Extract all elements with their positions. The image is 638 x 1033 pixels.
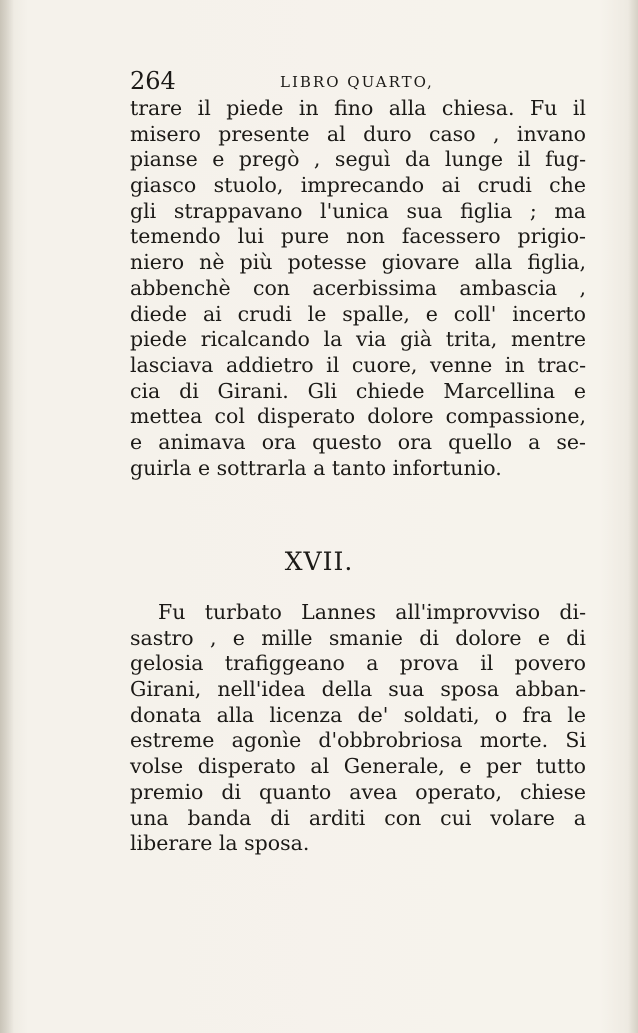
page-number: 264: [130, 67, 176, 95]
text-line: piede ricalcando la via già trita, mentre: [130, 327, 586, 352]
page-spine-shadow: [0, 0, 14, 1033]
text-line: e animava ora questo ora quello a se-: [130, 429, 586, 454]
text-line: sastro , e mille smanie di dolore e di: [130, 625, 586, 650]
text-line: gli strappavano l'unica sua figlia ; ma: [130, 198, 586, 223]
text-line: Fu turbato Lannes all'improvviso di-: [158, 600, 586, 624]
text-line: cia di Girani. Gli chiede Marcellina e: [130, 378, 586, 403]
text-line: abbenchè con acerbissima ambascia ,: [130, 275, 586, 300]
text-line: mettea col disperato dolore compassione,: [130, 404, 586, 429]
text-line: estreme agonìe d'obbrobriosa morte. Si: [130, 728, 586, 753]
text-line: premio di quanto avea operato, chiese: [130, 779, 586, 804]
text-line: misero presente al duro caso , invano: [130, 121, 586, 146]
page-header: [130, 66, 600, 96]
passage-1: [130, 96, 586, 481]
text-line: diede ai crudi le spalle, e coll' incerto: [130, 301, 586, 326]
text-line: trare il piede in fino alla chiesa. Fu il: [130, 96, 586, 120]
text-line: Girani, nell'idea della sua sposa abban-: [130, 677, 586, 702]
passage-2: [130, 600, 586, 857]
text-line: lasciava addietro il cuore, venne in trac-: [130, 352, 586, 377]
text-line: giasco stuolo, imprecando ai crudi che: [130, 173, 586, 198]
running-title: LIBRO QUARTO,: [280, 73, 434, 91]
text-line: guirla e sottrarla a tanto infortunio.: [130, 455, 502, 480]
text-line: una banda di arditi con cui volare a: [130, 805, 586, 830]
text-line: volse disperato al Generale, e per tutto: [130, 754, 586, 779]
chapter-heading: XVII.: [284, 547, 354, 576]
text-line: gelosia trafiggeano a prova il povero: [130, 651, 586, 676]
text-line: temendo lui pure non facessero prigio-: [130, 224, 586, 249]
text-line: pianse e pregò , seguì da lunge il fug-: [130, 147, 586, 172]
text-line: liberare la sposa.: [130, 831, 310, 856]
text-line: niero nè più potesse giovare alla figlia,: [130, 250, 586, 275]
text-line: donata alla licenza de' soldati, o fra le: [130, 702, 586, 727]
page-edge-shadow: [628, 0, 638, 1033]
